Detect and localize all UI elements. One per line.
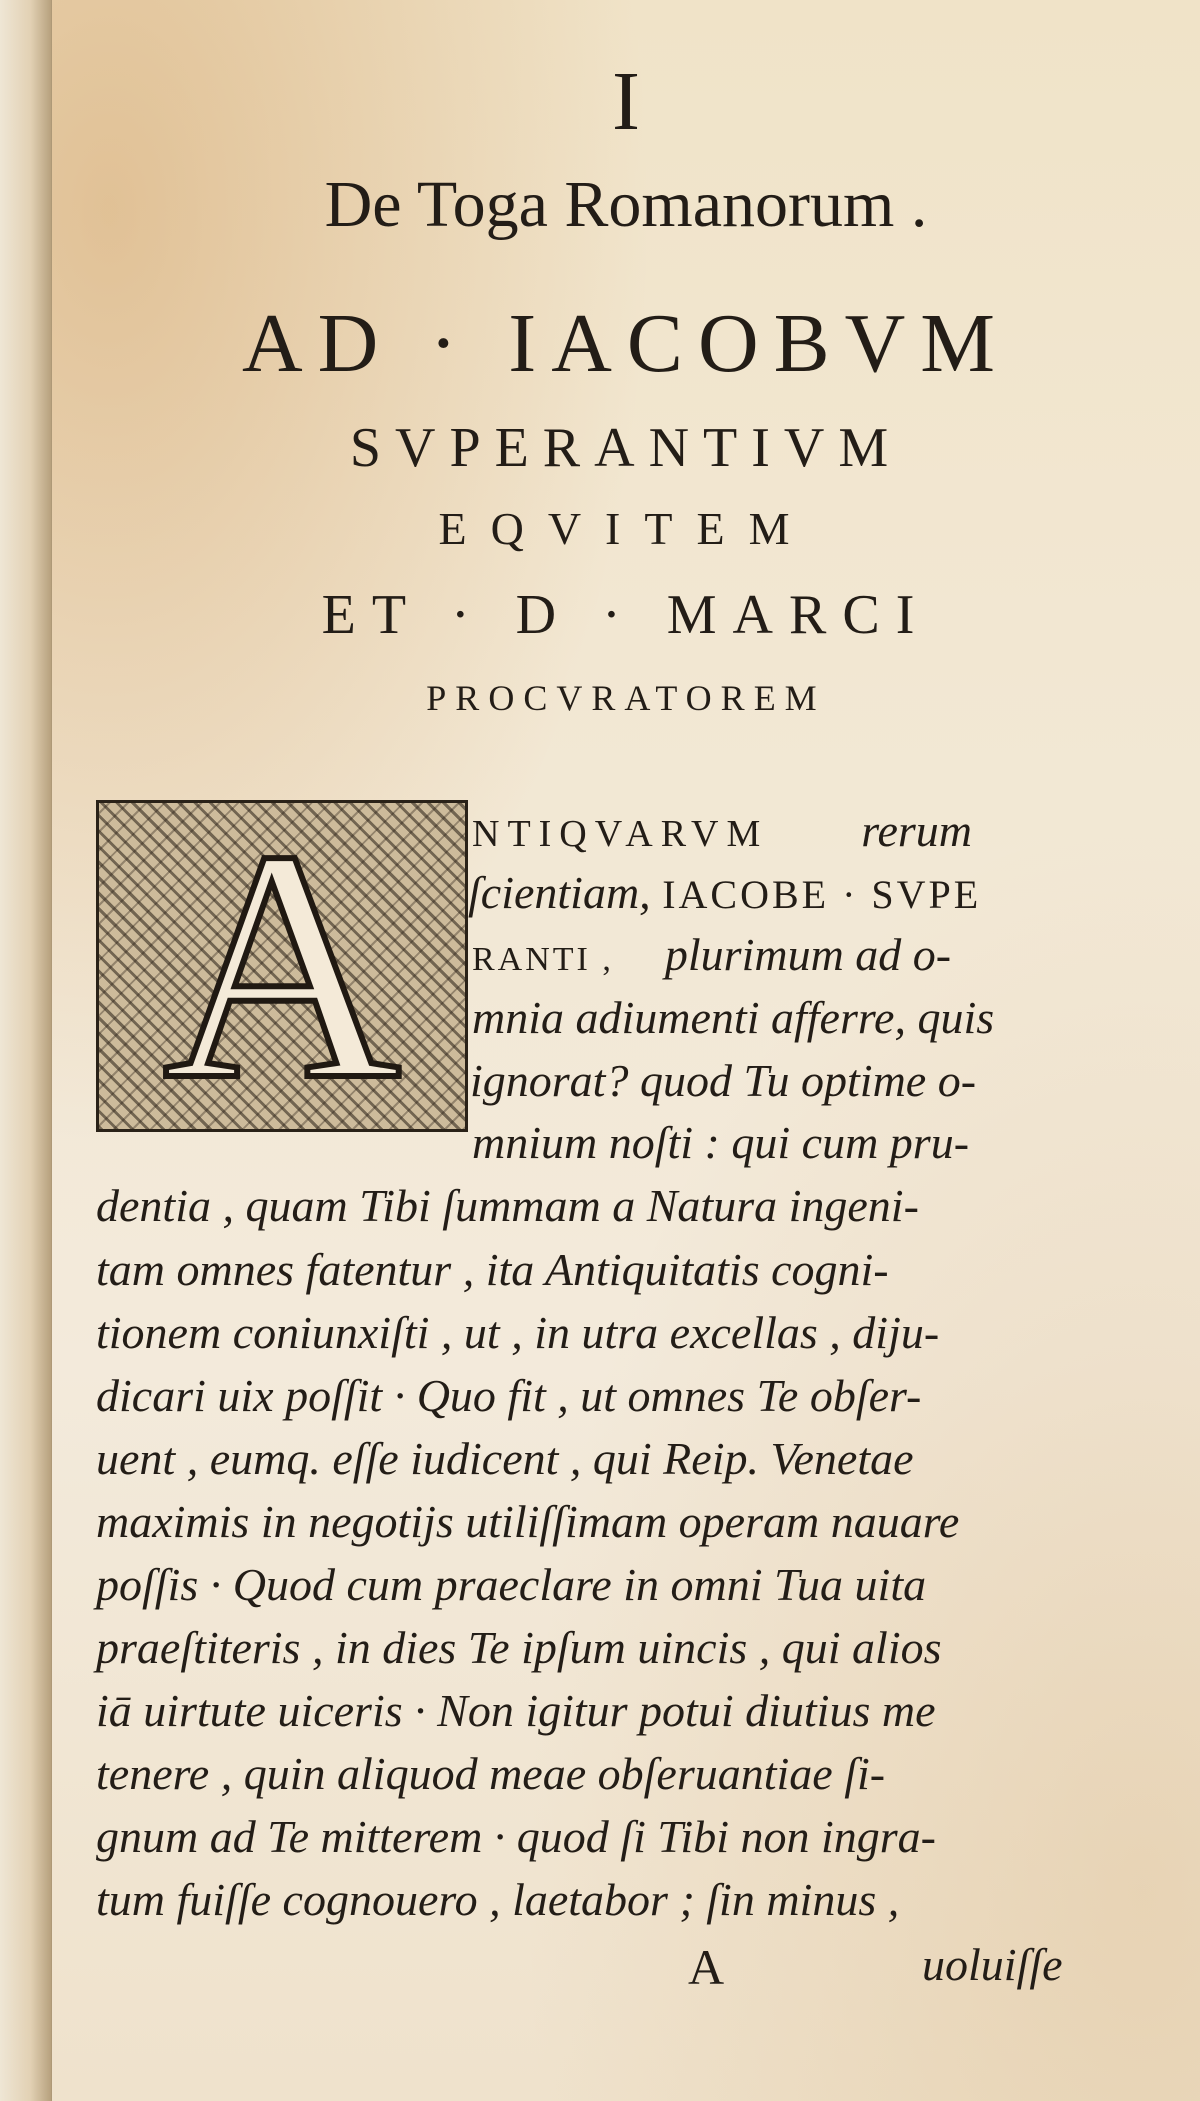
body-line-16: tenere , quin aliquod meae obſeruantiae ſi-	[96, 1748, 886, 1799]
initial-letter: A	[162, 783, 402, 1148]
body-line-1-caps: NTIQVARVM	[472, 813, 769, 855]
body-line-15: iā uirtute uiceris · Non igitur potui diutius me	[96, 1685, 936, 1736]
body-line-2	[468, 867, 982, 918]
body-line-11: uent , eumq. eſſe iudicent , qui Reip. Venetae	[96, 1433, 914, 1484]
body-line-3	[472, 929, 952, 980]
body-line-2-caps: IACOBE · SVPE	[662, 872, 982, 917]
decorated-initial	[96, 783, 468, 1148]
body-line-4: mnia adiumenti afferre, quis	[472, 992, 995, 1043]
running-head: De Toga Romanorum .	[324, 168, 928, 241]
body-line-8: tam omnes fatentur , ita Antiquitatis cogni-	[96, 1244, 889, 1295]
body-line-1-italic: rerum	[861, 805, 973, 856]
body-line-7: dentia , quam Tibi ſummam a Natura ingeni-	[96, 1180, 919, 1231]
address-line-1: AD · IACOBVM	[242, 297, 1010, 390]
address-line-2: SVPERANTIVM	[349, 417, 903, 479]
book-page	[52, 0, 1200, 2101]
page-number: I	[612, 55, 640, 148]
catchword: uoluiſſe	[922, 1939, 1063, 1990]
body-line-6: mnium noſti : qui cum pru-	[472, 1117, 970, 1168]
signature-mark: A	[688, 1939, 725, 1995]
body-line-2-italic: ſcientiam,	[468, 867, 651, 918]
body-line-1	[472, 805, 973, 856]
body-line-3-italic: plurimum ad o-	[664, 929, 952, 980]
book-gutter	[0, 0, 55, 2101]
body-line-17: gnum ad Te mitterem · quod ſi Tibi non ingra-	[96, 1811, 936, 1862]
address-line-3: EQVITEM	[438, 503, 814, 554]
body-line-14: praeſtiteris , in dies Te ipſum uincis , qui alios	[96, 1622, 942, 1673]
body-line-12: maximis in negotijs utiliſſimam operam nauare	[96, 1496, 960, 1547]
body-line-3-caps: RANTI ,	[472, 941, 614, 978]
body-line-13: poſſis · Quod cum praeclare in omni Tua uita	[96, 1559, 927, 1610]
body-line-9: tionem coniunxiſti , ut , in utra excellas , diju-	[96, 1307, 940, 1358]
address-line-5: PROCVRATOREM	[426, 678, 826, 718]
body-line-5: ignorat? quod Tu optime o-	[470, 1055, 977, 1106]
address-line-4: ET · D · MARCI	[321, 584, 931, 646]
body-line-18: tum fuiſſe cognouero , laetabor ; ſin minus ,	[96, 1874, 900, 1925]
body-line-10: dicari uix poſſit · Quo fit , ut omnes Te obſer-	[96, 1370, 922, 1421]
